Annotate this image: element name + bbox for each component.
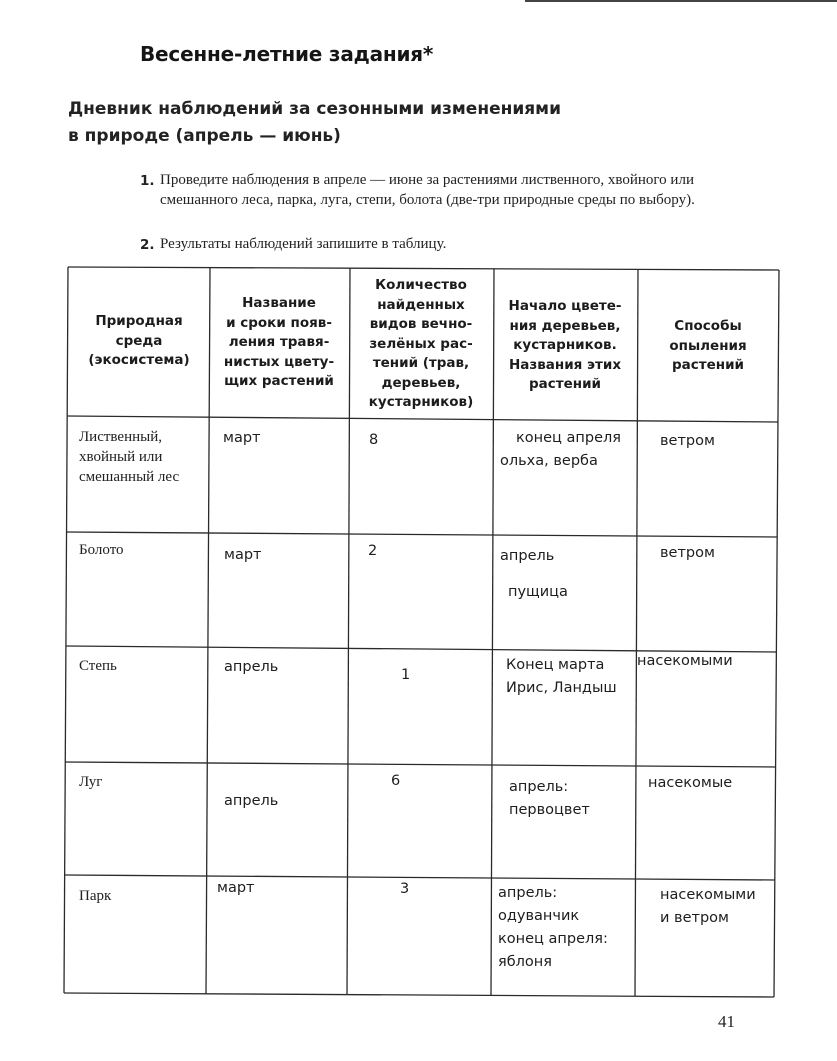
row-3-evergreen-count: 1 (401, 667, 411, 683)
page-number: 41 (718, 1012, 735, 1031)
row-3-flowering-line: Ирис, Ландыш (506, 680, 617, 696)
row-1-environment-line: смешанный лес (79, 469, 180, 485)
row-1-herb-time: март (223, 430, 261, 446)
row-5-herb-time: март (217, 880, 255, 896)
row-2-environment (79, 540, 124, 560)
row-3-herb-time: апрель (224, 659, 279, 675)
row-4-environment-line: Луг (79, 774, 103, 790)
row-1-flowering-line: конец апреля (516, 430, 621, 446)
row-4-herb-time: апрель (224, 793, 279, 809)
header-evergreen-line: тений (трав, (372, 355, 470, 371)
row-5-flowering-line: апрель: (498, 885, 558, 901)
row-4-environment (79, 772, 102, 792)
row-1-environment-line: хвойный или (79, 449, 163, 465)
header-flowering-line: кустарников. (513, 337, 617, 353)
row-1-flowering-line: ольха, верба (500, 453, 598, 469)
header-pollination-line: Способы (674, 318, 742, 334)
header-evergreen-line: кустарников) (368, 394, 474, 410)
row-2-flowering-line: пущица (508, 584, 568, 600)
row-sep-header (67, 416, 778, 422)
header-evergreen-line: деревьев, (381, 374, 461, 391)
row-1-evergreen-count: 8 (369, 432, 379, 448)
row-2-pollination-line: ветром (660, 545, 715, 561)
diary-title-line-1: Дневник наблюдений за сезонными изменениями (68, 99, 561, 119)
header-pollination-line: опыления (669, 337, 747, 354)
task-1-number: 1. (140, 173, 155, 189)
header-environment-line: Природная (95, 313, 183, 329)
header-herb-line: ления травя- (228, 334, 330, 350)
header-herb-line: щих растений (224, 373, 334, 389)
row-sep-3 (65, 762, 776, 767)
row-3-flowering-line: Конец марта (506, 657, 605, 673)
table-border-top (68, 267, 779, 270)
diary-title (68, 96, 561, 150)
row-5-flowering (498, 882, 608, 974)
header-herb-line: и сроки появ- (226, 314, 332, 331)
row-1-pollination (660, 430, 715, 453)
row-5-pollination-line: и ветром (660, 910, 729, 926)
row-5-flowering-line: одуванчик (498, 908, 580, 924)
header-environment-line: среда (115, 332, 163, 349)
task-2-number: 2. (140, 237, 155, 253)
header-flowering-line: растений (528, 376, 601, 392)
header-flowering (494, 297, 636, 395)
header-flowering-line: Начало цвете- (508, 298, 622, 314)
row-1-pollination-line: ветром (660, 433, 715, 449)
row-3-pollination-line: насекомыми (637, 653, 733, 669)
row-2-evergreen-count: 2 (368, 543, 378, 559)
header-environment-line: (экосистема) (88, 352, 190, 368)
header-evergreen-count (350, 276, 492, 413)
header-pollination-line: растений (671, 357, 744, 373)
header-environment (70, 312, 208, 371)
row-5-flowering-line: конец апреля: (498, 931, 608, 947)
row-3-flowering (506, 654, 617, 700)
task-1 (140, 170, 750, 210)
table-border-bottom (64, 993, 774, 997)
task-1-text: Проведите наблюдения в апреле — июне за растениями лиственного, хвойного или смешанного леса, парка, луга, степи, болота (две-три природные среды по выбору). (160, 172, 695, 208)
header-evergreen-line: видов вечно- (369, 316, 473, 332)
row-2-flowering (500, 545, 568, 604)
task-2 (140, 234, 750, 255)
row-sep-1 (66, 532, 777, 537)
row-2-environment-line: Болото (79, 542, 124, 558)
header-flowering-line: Названия этих (508, 356, 622, 373)
row-4-flowering-line: апрель: (509, 779, 569, 795)
row-5-environment (79, 886, 111, 906)
top-border-line (525, 0, 837, 2)
row-4-flowering-line: первоцвет (509, 802, 590, 818)
header-evergreen-line: зелёных рас- (369, 335, 473, 352)
table-border-left (64, 267, 68, 993)
row-4-evergreen-count: 6 (391, 773, 401, 789)
diary-title-line-2: в природе (апрель — июнь) (68, 126, 341, 146)
header-flowering-line: ния деревьев, (509, 317, 621, 334)
row-5-evergreen-count: 3 (400, 881, 410, 897)
row-5-pollination-line: насекомыми (660, 887, 756, 903)
row-3-environment (79, 656, 117, 676)
task-2-text: Результаты наблюдений запишите в таблицу. (160, 236, 447, 252)
row-2-flowering-line: апрель (500, 548, 555, 564)
header-evergreen-line: найденных (377, 296, 465, 313)
header-herb-line: Название (242, 295, 316, 311)
row-5-environment-line: Парк (79, 888, 112, 904)
section-title: Весенне-летние задания* (140, 42, 434, 66)
row-1-environment (79, 427, 179, 487)
row-2-herb-time: март (224, 547, 262, 563)
row-4-flowering (509, 776, 590, 822)
table-border-right (774, 270, 779, 997)
row-1-flowering (500, 427, 621, 473)
row-4-pollination (648, 772, 732, 795)
header-pollination (638, 317, 778, 376)
row-3-pollination (637, 650, 733, 673)
row-2-pollination (660, 542, 715, 565)
row-3-environment-line: Степь (79, 658, 117, 674)
row-4-pollination-line: насекомые (648, 775, 733, 791)
row-sep-4 (65, 875, 775, 880)
header-evergreen-line: Количество (375, 277, 467, 293)
header-herb-line: нистых цвету- (223, 353, 335, 370)
header-herb-plants (210, 294, 348, 392)
row-5-flowering-line: яблоня (498, 954, 553, 970)
row-1-environment-line: Лиственный, (79, 429, 162, 445)
row-5-pollination (660, 884, 756, 930)
